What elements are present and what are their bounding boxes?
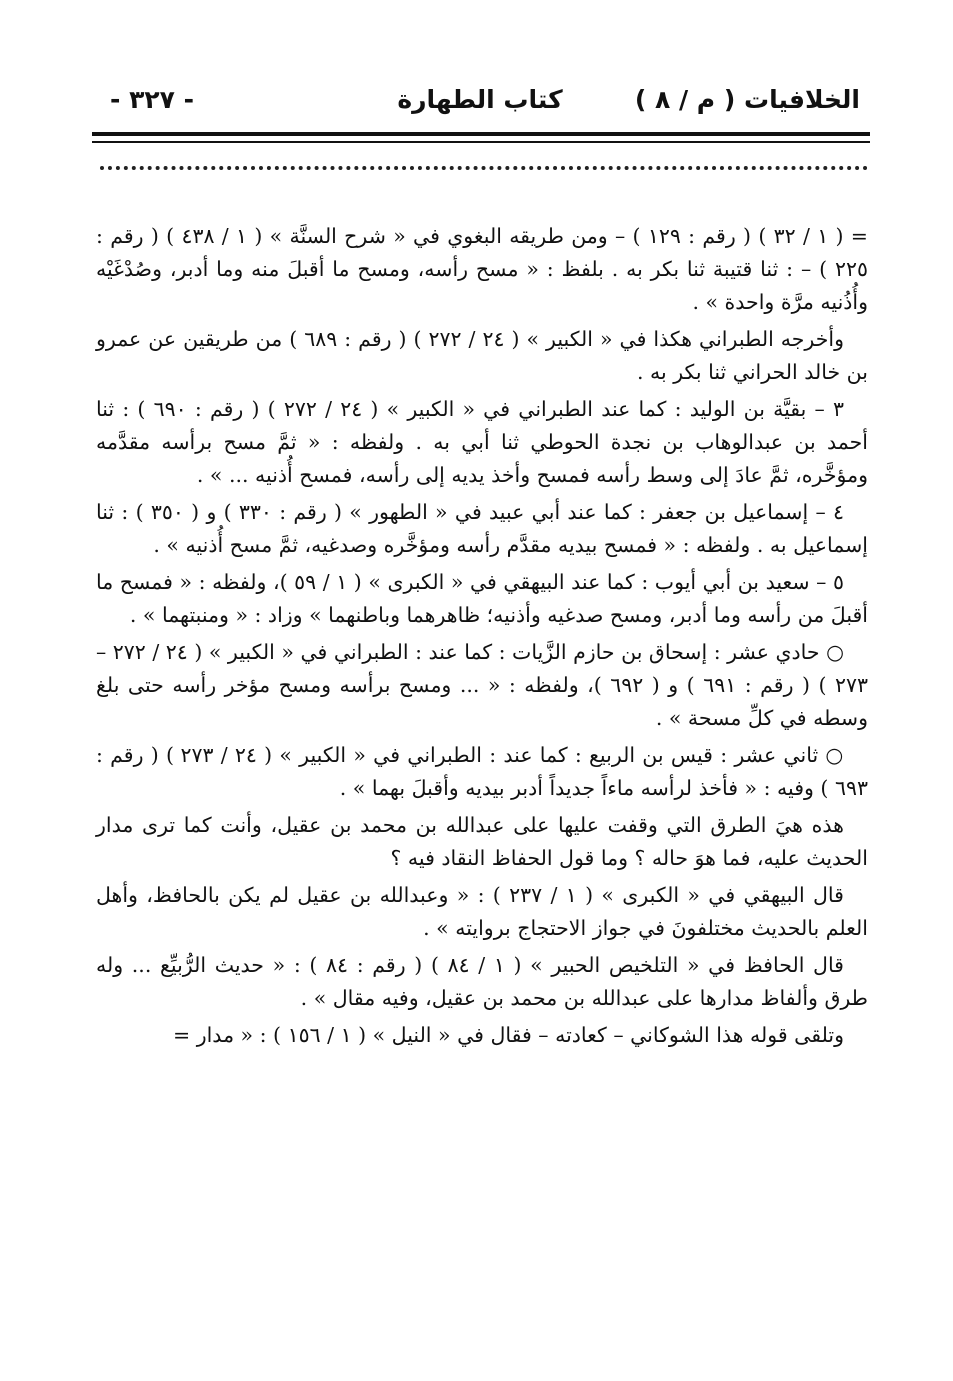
footnote-body: [96, 220, 868, 1056]
paragraph-3: ٣ – بقيَّة بن الوليد : كما عند الطبراني في « الكبير » ( ٢٤ / ٢٧٢ ) ( رقم : ٦٩٠ ) : ثنا أحمد بن عبدالوهاب بن نجدة الحوطي ثنا أبي به . ولفظه : « ثمَّ مسح برأسه مقدَّمه ومؤخَّره، ثمَّ عادَ إلى وسط رأسه فمسح وأخذ يديه إلى رأسه، فمسح أُذنيه ... » .: [96, 397, 868, 487]
paragraph-5: ٥ – سعيد بن أبي أيوب : كما عند البيهقي في « الكبرى » ( ١ / ٥٩ )، ولفظه : « فمسح ما أقبلَ من رأسه وما أدبر، ومسح صدغيه وأذنيه؛ ظاهرهما وباطنهما » وزاد : « ومنبتهما » .: [96, 570, 868, 627]
page-number: - ٣٢٧ -: [110, 85, 194, 114]
header-rule-thick: [92, 132, 870, 136]
running-title: الخلافيات ( م / ٨ ): [634, 85, 860, 114]
paragraph-6: ○ حادي عشر : إسحاق بن حازم الزَّيات : كما عند : الطبراني في « الكبير » ( ٢٤ / ٢٧٢ – ٢٧٣ ) ( رقم : ٦٩١ ) و ( ٦٩٢ )، ولفظه : « ... ومسح برأسه ومسح مؤخر رأسه حتى بلغ وسطه في كلِّ مسحة » .: [96, 640, 869, 730]
paragraph-10: قال الحافظ في « التلخيص الحبير » ( ١ / ٨٤ ) ( رقم : ٨٤ ) : « حديث الرُّبيِّع ... وله طرق وألفاظ مدارها على عبدالله بن محمد بن عقيل، وفيه مقال » .: [96, 953, 868, 1010]
dotted-separator: [100, 166, 868, 184]
paragraph-1: = ( ١ / ٣٢ ) ( رقم : ١٢٩ ) – ومن طريقه البغوي في « شرح السنَّة » ( ١ / ٤٣٨ ) ( رقم : ٢٢٥ ) – : ثنا قتيبة ثنا بكر به . بلفظ : « مسح رأسه، ومسح ما أقبلَ منه وما أدبر، وصُدْغَيْه وأُذُنيه مرَّة واحدة » .: [96, 224, 868, 314]
paragraph-11: وتلقى قوله هذا الشوكاني – كعادته – فقال في « النيل » ( ١ / ١٥٦ ) : « مدار =: [173, 1023, 844, 1047]
chapter-title: كتاب الطهارة: [397, 85, 563, 114]
paragraph-4: ٤ – إسماعيل بن جعفر : كما عند أبي عبيد في « الطهور » ( رقم : ٣٣٠ ) و ( ٣٥٠ ) : ثنا إسماعيل به . ولفظه : « فمسح بيديه مقدَّم رأسه ومؤخَّره وصدغيه، ثمَّ مسح أُذنيه » .: [96, 500, 868, 557]
header-rule-thin: [92, 141, 870, 143]
paragraph-2: وأخرجه الطبراني هكذا في « الكبير » ( ٢٤ / ٢٧٢ ) ( رقم : ٦٨٩ ) من طريقين عن عمرو بن خالد الحراني ثنا بكر به .: [96, 327, 868, 384]
paragraph-9: قال البيهقي في « الكبرى » ( ١ / ٢٣٧ ) : « وعبدالله بن عقيل لم يكن بالحافظ، وأهل العلم بالحديث مختلفونَ في جواز الاحتجاج بروايته » .: [96, 883, 868, 940]
page-header: [100, 80, 860, 130]
paragraph-8: هذه هيَ الطرق التي وقفت عليها على عبدالله بن محمد بن عقيل، وأنت كما ترى مدار الحديث عليه، فما هوَ حاله ؟ وما قول الحفاظ النقاد فيه ؟: [96, 813, 868, 870]
paragraph-7: ○ ثاني عشر : قيس بن الربيع : كما عند : الطبراني في « الكبير » ( ٢٤ / ٢٧٣ ) ( رقم : ٦٩٣ ) وفيه : « فأخذ لرأسه ماءاً جديداً أدبر بيديه وأقبلَ بهما » .: [96, 743, 868, 800]
